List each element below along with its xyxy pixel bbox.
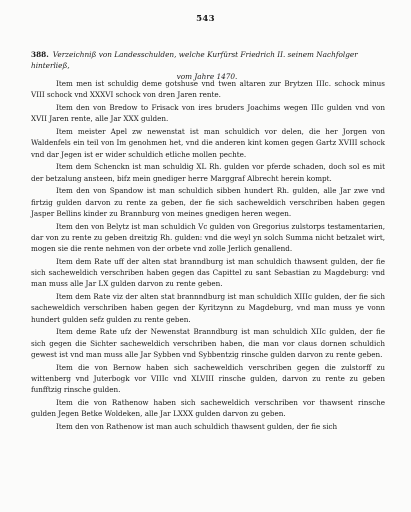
paragraph: Item den von Spandow ist man schuldich sibben hundert Rh. gulden, alle Jar zwe vnd firtzig gulden darvon zu rente za geben, der fie sich sacheweldich verschriben haben gegen Jasper Bellins kinder zu Brannburg von meines gnedigen heren wegen.: [31, 186, 385, 218]
paragraph: Item dem Schenckn ist man schuldig XL Rh. gulden vor pferde schaden, doch sol es mit der betzalung ansteen, bifz mein gnediger herre Marggraf Albrecht herein kompt.: [31, 162, 385, 183]
document-title: Verzeichniß von Landesschulden, welche Kurfürst Friedrich II. seinem Nachfolger hinterließ,: [31, 50, 358, 70]
page-number: 543: [196, 14, 215, 24]
body-text: [31, 78, 385, 432]
paragraph: Item die von Rathenow haben sich sacheweldich verschriben vor thawsent rinsche gulden Jegen Betke Woldeken, alle Jar LXXX gulden darvon zu geben.: [31, 397, 385, 419]
paragraph: Item den von Belytz ist man schuldich Vc gulden von Gregorius zulstorps testamentarien, dar von zu rente zu geben dreitzig Rh. gulden: vnd die weyl yn solch Summa nicht betzalet wirt, mogen sie die rente nehmen von der orbete vnd zolle Jerlich genallend.: [31, 221, 385, 254]
document-subtitle: vom Jahre 1470.: [176, 72, 238, 81]
paragraph: Item deme Rate ufz der Newenstat Branndburg ist man schuldich XIIc gulden, der fie sich gegen die Sichter sacheweldich verschriben haben, die man vor claus dornen schuldich gewest ist vnd man muss alle Jar Sybben vnd Sybbentzig rinsche gulden darvon zu rente geben.: [31, 327, 385, 359]
paragraph: Item den von Bredow to Frisack von ires bruders Joachims wegen IIIc gulden vnd von XVII Jaren rente, alle Jar XXX gulden.: [31, 102, 385, 124]
paragraph: Item meister Apel zw newenstat ist man schuldich vor delen, die her Jorgen von Waldenfels ein teil von Im genohmen het, vnd die anderen kint komen gegen Gartz XVIII schock vnd dar Jegen ist er wider schuldich etliche mollen pechte.: [31, 126, 385, 159]
paragraph: Item dem Rate uff der alten stat branndburg ist man schuldich thawsent gulden, der fie sich sacheweldich verschriben haben gegen das Capittel zu sant Sebastian zu Magdeburg: vnd man muss alle Jar LX gulden darvon zu rente geben.: [31, 256, 385, 289]
document-number: 388.: [31, 50, 49, 59]
paragraph: Item die von Bernow haben sich sacheweldich verschriben gegen die zulstorff zu wittenberg vnd Juterbogk vor VIIIc vnd XLVIII rinsche gulden, darvon zu rente zu geben funfftzig rinsche gulden.: [31, 362, 385, 395]
paragraph: Item dem Rate viz der alten stat brannndburg ist man schuldich XIIIc gulden, der fie sich sacheweldich verschriben haben gegen der Kyritzynn zu Magdeburg, vnd man muss ye vonn hundert gulden sefz gulden zu rente geben.: [31, 292, 385, 324]
paragraph: Item den von Rathenow ist man auch schuldich thawsent gulden, der fie sich: [56, 421, 338, 431]
paragraph: Item men ist schuldig deme gotshuse vnd twen altaren zur Brytzen IIIc. schock minus VIII schock vnd XXXVI schock von dren Jaren rente.: [31, 79, 385, 100]
